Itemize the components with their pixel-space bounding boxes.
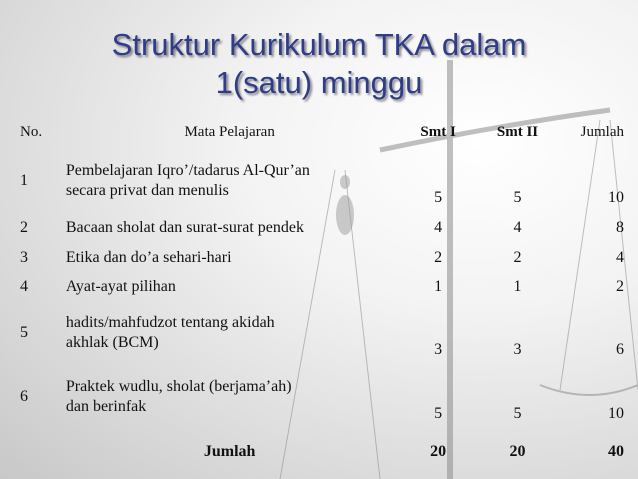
row-jumlah: 6 — [616, 341, 624, 358]
total-smt2: 20 — [509, 443, 526, 460]
row-jumlah: 2 — [616, 278, 624, 295]
total-row — [14, 429, 634, 475]
row-no: 5 — [20, 324, 28, 341]
table-row — [14, 273, 634, 301]
row-subject — [56, 301, 394, 365]
table-row — [14, 243, 634, 273]
row-smt2: 5 — [513, 189, 522, 206]
page-title — [0, 26, 638, 102]
table-row — [14, 365, 634, 429]
total-label: Jumlah — [203, 443, 256, 460]
table-row — [14, 149, 634, 213]
row-smt1: 4 — [434, 219, 443, 236]
subject-line-1: Pembelajaran Iqro’/tadarus Al-Qur’an — [65, 162, 310, 179]
row-no: 1 — [20, 172, 28, 189]
subject-line-2: akhlak (BCM) — [65, 334, 159, 351]
row-smt1: 2 — [434, 249, 443, 266]
total-jumlah: 40 — [608, 443, 624, 460]
row-jumlah: 8 — [616, 219, 624, 236]
header-mata-pelajaran: Mata Pelajaran — [184, 124, 275, 140]
header-smt1: Smt I — [420, 123, 456, 140]
row-no: 4 — [20, 278, 28, 295]
row-subject: Ayat-ayat pilihan — [65, 278, 176, 295]
subject-line-1: Praktek wudlu, sholat (berjama’ah) — [65, 378, 292, 395]
row-smt2: 2 — [513, 249, 522, 266]
header-jumlah: Jumlah — [580, 123, 624, 140]
curriculum-table — [14, 115, 634, 475]
row-no: 3 — [20, 249, 28, 266]
header-smt2: Smt II — [496, 123, 539, 140]
row-smt1: 5 — [434, 405, 443, 422]
title-line-1: Struktur Kurikulum TKA dalam — [111, 27, 527, 62]
row-smt1: 1 — [434, 278, 443, 295]
row-no: 2 — [20, 219, 28, 236]
row-smt2: 3 — [513, 341, 522, 358]
row-subject — [56, 365, 394, 429]
row-jumlah: 10 — [608, 189, 624, 206]
total-smt1: 20 — [430, 443, 447, 460]
row-smt2: 1 — [513, 278, 522, 295]
row-smt1: 3 — [434, 341, 443, 358]
row-jumlah: 10 — [608, 405, 624, 422]
row-jumlah: 4 — [616, 249, 624, 266]
row-subject: Bacaan sholat dan surat-surat pendek — [65, 219, 304, 236]
total-no-empty — [14, 429, 56, 475]
row-smt1: 5 — [434, 189, 443, 206]
table-row — [14, 213, 634, 243]
row-subject: Etika dan do’a sehari-hari — [65, 249, 232, 266]
row-smt2: 4 — [513, 219, 522, 236]
table-row — [14, 301, 634, 365]
header-row — [14, 115, 634, 149]
title-line-2: 1(satu) minggu — [215, 65, 423, 100]
row-no: 6 — [20, 388, 28, 405]
subject-line-2: dan berinfak — [65, 398, 147, 415]
row-subject — [56, 149, 394, 213]
row-smt2: 5 — [513, 405, 522, 422]
header-no: No. — [20, 123, 43, 140]
subject-line-2: secara privat dan menulis — [65, 182, 229, 199]
subject-line-1: hadits/mahfudzot tentang akidah — [65, 314, 275, 331]
